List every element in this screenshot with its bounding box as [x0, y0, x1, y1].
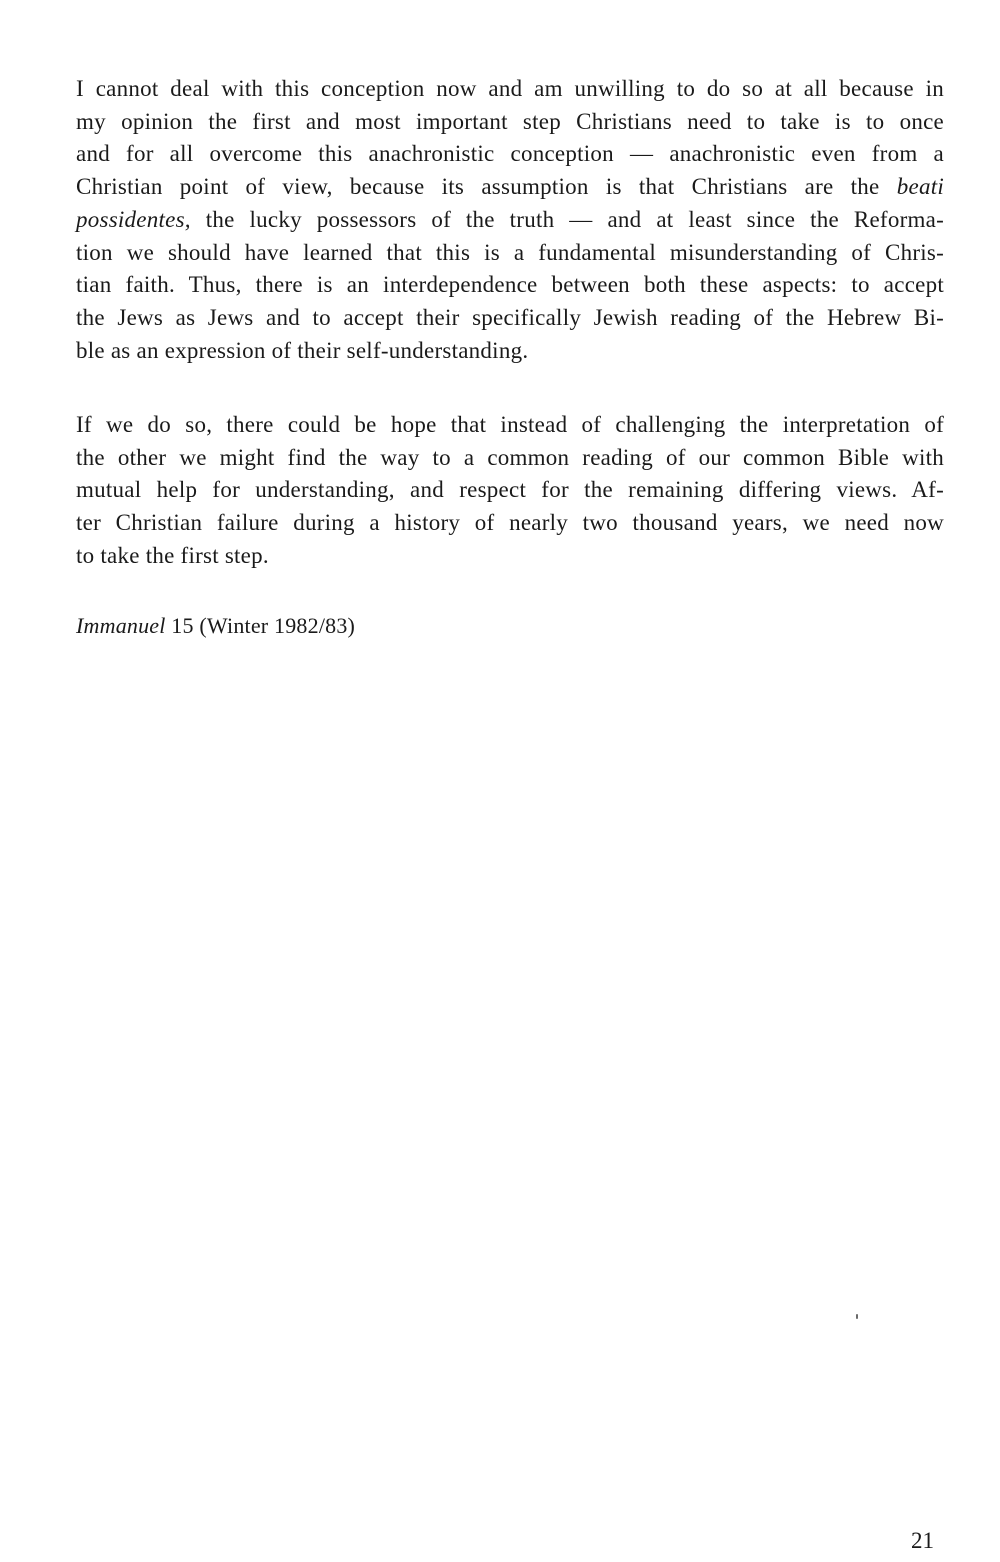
text-line — [76, 409, 944, 442]
text-run: my opinion the first and most important step Christians need to take is to once — [76, 108, 944, 134]
text-line — [76, 335, 944, 368]
text-line — [76, 106, 944, 139]
text-run: I cannot deal with this conception now and am unwilling to do so at all because in — [76, 76, 944, 101]
text-line — [76, 474, 944, 507]
citation-journal-title: Immanuel — [76, 613, 166, 638]
text-run: the lucky possessors of the truth — and at least since the Reforma- — [190, 206, 944, 232]
text-line — [76, 540, 944, 573]
italic-phrase: beati — [896, 174, 944, 200]
text-run: and for all overcome this anachronistic conception — anachronistic even from a — [76, 141, 944, 167]
text-line — [76, 237, 944, 270]
italic-phrase: possidentes, — [76, 206, 191, 232]
text-run: Christian point of view, because its assumption is that Christians are the — [76, 174, 897, 200]
text-line — [76, 442, 944, 475]
text-run: mutual help for understanding, and respect for the remaining differing views. Af- — [76, 477, 944, 503]
text-run: If we do so, there could be hope that instead of challenging the interpretation of — [76, 412, 944, 437]
text-line — [76, 269, 944, 302]
text-run: the Jews as Jews and to accept their specifically Jewish reading of the Hebrew Bi- — [76, 304, 944, 330]
text-run: the other we might find the way to a common reading of our common Bible with — [76, 444, 944, 470]
citation-issue: 15 (Winter 1982/83) — [165, 613, 356, 638]
text-line — [76, 302, 944, 335]
text-line — [76, 171, 944, 204]
page-number: 21 — [911, 1528, 934, 1553]
text-run: ter Christian failure during a history of nearly two thousand years, we need now — [76, 510, 944, 536]
text-run: ble as an expression of their self-understanding. — [76, 337, 529, 363]
text-run: to take the first step. — [76, 542, 269, 568]
text-run: tion we should have learned that this is a fundamental misunderstanding of Chris- — [76, 239, 944, 265]
citation — [76, 612, 355, 640]
text-line — [76, 73, 944, 106]
text-line — [76, 138, 944, 171]
text-run: tian faith. Thus, there is an interdependence between both these aspects: to accept — [76, 272, 944, 298]
paragraph-1 — [76, 73, 944, 367]
text-line — [76, 507, 944, 540]
scan-speck — [856, 1314, 858, 1319]
text-line — [76, 204, 944, 237]
paragraph-2 — [76, 409, 944, 573]
